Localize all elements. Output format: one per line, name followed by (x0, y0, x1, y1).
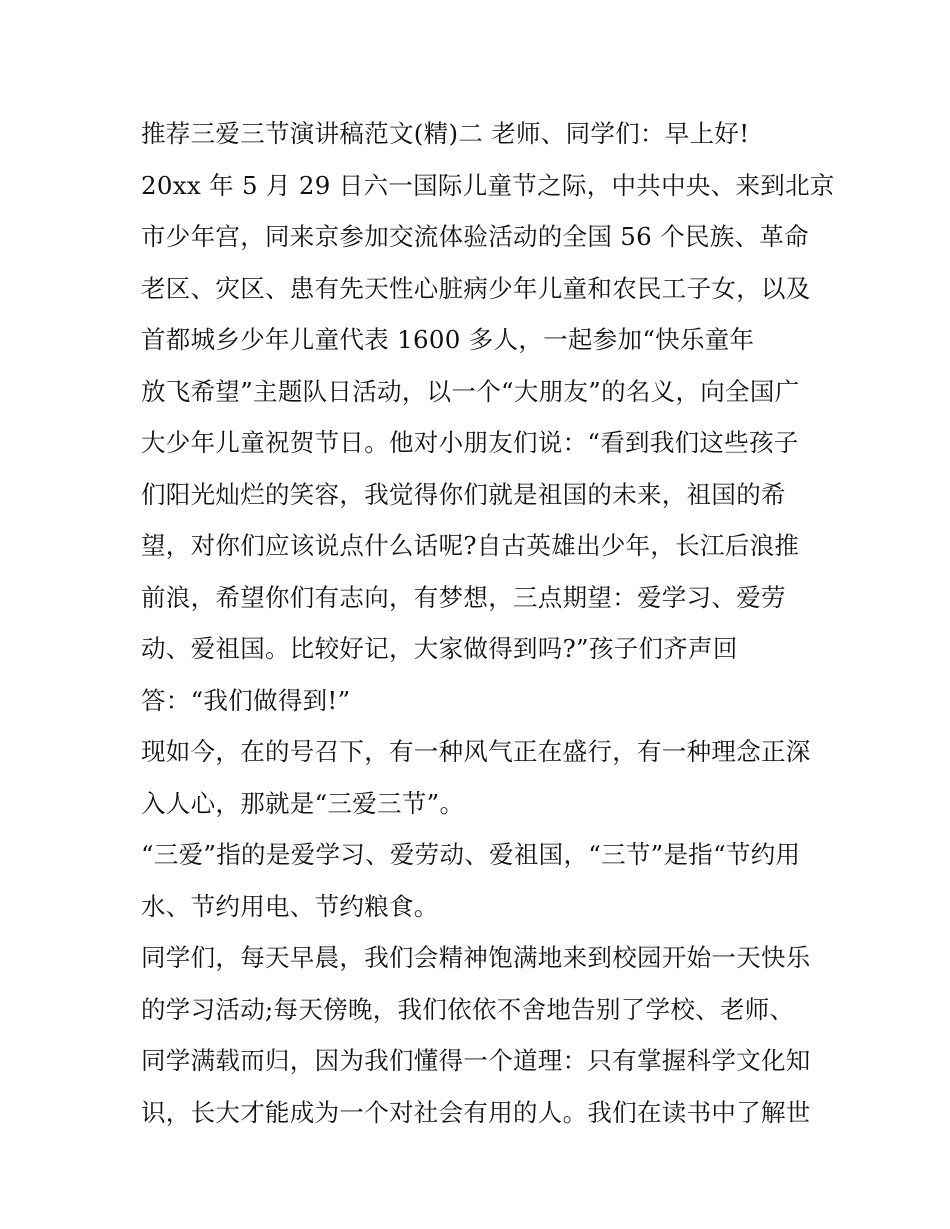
text-line: 20xx 年 5 月 29 日六一国际儿童节之际，中共中央、来到北京 (141, 170, 835, 200)
text-line: 现如今，在的号召下，有一种风气正在盛行，有一种理念正深 (141, 737, 811, 766)
text-line: 推荐三爱三节演讲稿范文(精)二 老师、同学们：早上好! (141, 119, 750, 148)
text-line: 们阳光灿烂的笑容，我觉得你们就是祖国的未来，祖国的希 (141, 479, 786, 509)
text-line: 同学们，每天早晨，我们会精神饱满地来到校园开始一天快乐 (141, 943, 811, 972)
text-line: 同学满载而归，因为我们懂得一个道理：只有掌握科学文化知 (141, 1046, 811, 1075)
text-line: 市少年宫，同来京参加交流体验活动的全国 56 个民族、革命 (141, 222, 809, 251)
document-body (141, 108, 835, 1138)
text-line: 答：“我们做得到!” (141, 685, 351, 715)
text-line: 识，长大才能成为一个对社会有用的人。我们在读书中了解世 (141, 1097, 811, 1127)
text-line: 入人心，那就是“三爱三节”。 (141, 788, 465, 818)
text-line: 首都城乡少年儿童代表 1600 多人，一起参加“快乐童年 (141, 325, 755, 354)
text-line: 老区、灾区、患有先天性心脏病少年儿童和农民工子女，以及 (141, 273, 811, 303)
text-line: 放飞希望”主题队日活动，以一个“大朋友”的名义，向全国广 (141, 376, 800, 406)
text-line: 大少年儿童祝贺节日。他对小朋友们说：“看到我们这些孩子 (141, 428, 799, 457)
text-line: 水、节约用电、节约粮食。 (141, 891, 439, 921)
text-line: 动、爱祖国。比较好记，大家做得到吗?”孩子们齐声回 (141, 634, 738, 663)
text-line: 望，对你们应该说点什么话呢?自古英雄出少年，长江后浪推 (141, 531, 800, 560)
text-line: 的学习活动;每天傍晚，我们依依不舍地告别了学校、老师、 (141, 994, 795, 1024)
text-line: “三爱”指的是爱学习、爱劳动、爱祖国，“三节”是指“节约用 (141, 840, 801, 869)
text-line: 前浪，希望你们有志向，有梦想，三点期望：爱学习、爱劳 (141, 582, 786, 612)
